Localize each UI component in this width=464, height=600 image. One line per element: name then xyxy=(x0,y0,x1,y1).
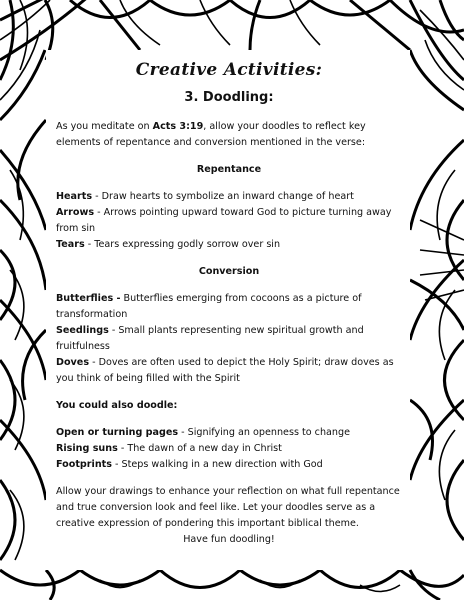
item-term: Butterflies - xyxy=(56,293,121,304)
item-text: - Signifying an openness to change xyxy=(178,427,350,438)
intro-text-before: As you meditate on xyxy=(56,121,153,132)
list-item-footprints xyxy=(56,457,402,473)
also-heading-text: You could also doodle: xyxy=(56,400,178,411)
item-text: - Doves are often used to depict the Holy Spirit; draw doves as you think of being filled with the Spirit xyxy=(56,357,394,384)
item-term: Doves xyxy=(56,357,90,368)
list-item-doves xyxy=(56,355,402,387)
also-doodle-heading xyxy=(56,398,402,414)
item-term: Open or turning pages xyxy=(56,427,179,438)
item-text: - Tears expressing godly sorrow over sin xyxy=(84,239,281,250)
item-text: - The dawn of a new day in Christ xyxy=(117,443,282,454)
list-item-hearts xyxy=(56,189,402,205)
section-heading: 3. Doodling: xyxy=(184,90,274,105)
item-text: - Small plants representing new spiritual growth and fruitfulness xyxy=(56,325,364,352)
signoff: Have fun doodling! xyxy=(183,534,275,545)
list-item-tears xyxy=(56,237,402,253)
item-text: Butterflies emerging from cocoons as a picture of transformation xyxy=(56,293,362,320)
item-term: Hearts xyxy=(56,191,93,202)
intro-text-after: , allow your doodles to reflect key elements of repentance and conversion mentioned in the verse: xyxy=(56,121,366,148)
repentance-heading: Repentance xyxy=(196,164,262,175)
list-item-suns xyxy=(56,441,402,457)
item-text: - Arrows pointing upward toward God to picture turning away from sin xyxy=(56,207,392,234)
item-term: Arrows xyxy=(56,207,95,218)
list-item-arrows xyxy=(56,205,402,237)
list-item-pages xyxy=(56,425,402,441)
item-text: - Steps walking in a new direction with God xyxy=(111,459,323,470)
item-term: Footprints xyxy=(56,459,112,470)
list-item-seedlings xyxy=(56,323,402,355)
item-term: Seedlings xyxy=(56,325,109,336)
item-text: - Draw hearts to symbolize an inward change of heart xyxy=(92,191,354,202)
item-term: Rising suns xyxy=(56,443,118,454)
list-item-butterflies xyxy=(56,291,402,323)
conversion-heading: Conversion xyxy=(198,266,260,277)
closing-paragraph: Allow your drawings to enhance your reflection on what full repentance and true conversion look and feel like. Let your doodles serve as a creative expression of pondering this important biblical theme. xyxy=(56,486,400,529)
scripture-reference: Acts 3:19 xyxy=(152,121,204,132)
intro-paragraph xyxy=(56,119,402,151)
activity-panel xyxy=(46,50,410,570)
page-title: Creative Activities: xyxy=(135,60,323,80)
item-term: Tears xyxy=(56,239,85,250)
